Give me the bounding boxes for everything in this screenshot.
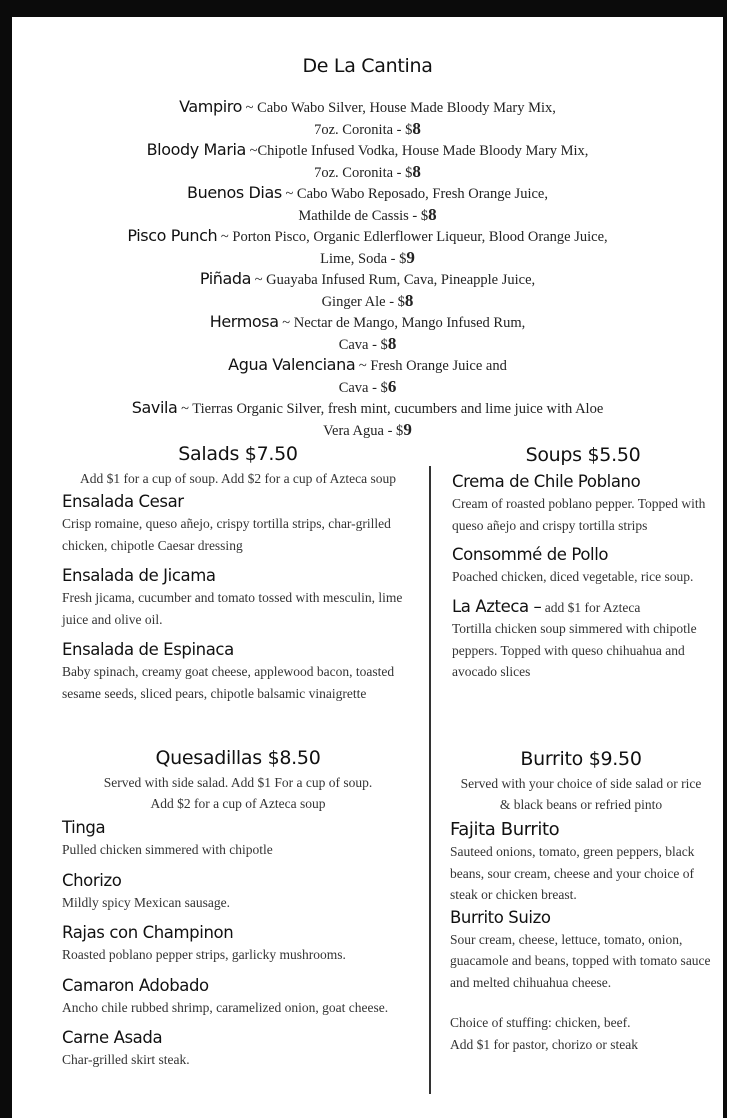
drink-desc-2: 7oz. Coronita - $ (314, 121, 413, 138)
menu-item-name: Ensalada de Espinaca (62, 640, 234, 659)
drink-item (12, 140, 723, 183)
menu-item-desc: Poached chicken, diced vegetable, rice soup. (452, 569, 694, 584)
burrito-note-1: Served with your choice of side salad or rice (460, 776, 702, 791)
drink-name: Bloody Maria (146, 140, 246, 159)
drink-price: 8 (428, 204, 437, 224)
menu-title: De La Cantina (302, 55, 433, 77)
menu-item-name: La Azteca – (452, 596, 542, 616)
drink-desc: ~ Cabo Wabo Reposado, Fresh Orange Juice, (281, 186, 548, 202)
menu-item-desc: Cream of roasted poblano pepper. Topped with queso añejo and crispy tortilla strips (452, 496, 706, 533)
drink-desc: ~ Tierras Organic Silver, fresh mint, cucumbers and lime juice with Aloe (177, 401, 604, 417)
drink-price: 8 (412, 118, 421, 138)
salads-note: Add $1 for a cup of soup. Add $2 for a cup of Azteca soup (79, 471, 397, 486)
menu-item-name: Burrito Suizo (450, 907, 551, 927)
menu-item-desc: Crisp romaine, queso añejo, crispy tortilla strips, char-grilled chicken, chipotle Caesar dressing (62, 516, 391, 553)
drink-desc: ~ Fresh Orange Juice and (355, 358, 507, 374)
drink-price: 8 (412, 161, 421, 181)
menu-item-desc: Sour cream, cheese, lettuce, tomato, onion, guacamole and beans, topped with tomato sauce and melted chihuahua cheese. (450, 931, 711, 990)
drinks-list (12, 97, 723, 441)
menu-item-desc: Roasted poblano pepper strips, garlicky mushrooms. (62, 947, 346, 962)
drink-name: Piñada (199, 269, 252, 288)
drink-name: Savila (131, 398, 178, 417)
drink-desc: ~ Porton Pisco, Organic Edlerflower Liqueur, Blood Orange Juice, (217, 229, 608, 245)
drink-price: 9 (406, 247, 415, 267)
salads-section (60, 440, 416, 704)
salads-list (60, 490, 416, 704)
drink-desc-2: 7oz. Coronita - $ (314, 164, 413, 181)
menu-item-extra: add $1 for Azteca (541, 599, 641, 615)
column-divider (429, 466, 431, 1094)
drink-item (12, 312, 723, 355)
menu-item-desc: Mildly spicy Mexican sausage. (62, 894, 230, 910)
adjacent-page-edge (727, 0, 750, 1118)
drink-desc-2: Lime, Soda - $ (320, 250, 407, 267)
drink-desc-2: Vera Agua - $ (323, 422, 404, 439)
drink-desc-2: Cava - $ (338, 336, 388, 353)
menu-item-name: Consommé de Pollo (452, 545, 609, 564)
drink-price: 8 (387, 333, 397, 353)
drink-desc: ~ Guayaba Infused Rum, Cava, Pineapple Juice, (251, 272, 536, 288)
drink-price: 6 (387, 376, 397, 396)
menu-item-desc: Ancho chile rubbed shrimp, caramelized onion, goat cheese. (62, 999, 389, 1015)
drink-name: Buenos Dias (187, 183, 282, 202)
menu-item-name: Fajita Burrito (450, 819, 560, 840)
soups-section (452, 441, 714, 683)
drink-item (12, 183, 723, 226)
menu-item-name: Ensalada Cesar (62, 492, 184, 511)
menu-item-name: Rajas con Champinon (62, 923, 234, 942)
drink-price: 8 (404, 290, 414, 310)
menu-item-name: Chorizo (62, 870, 122, 890)
azteca-item (452, 595, 714, 619)
quesadillas-title: Quesadillas $8.50 (155, 747, 321, 769)
menu-item-name: Tinga (62, 818, 106, 837)
drink-name: Vampiro (179, 97, 242, 116)
drink-item (12, 269, 723, 312)
drink-desc-2: Mathilde de Cassis - $ (298, 207, 429, 224)
burrito-footer-1: Choice of stuffing: chicken, beef. (450, 1015, 631, 1030)
drink-item (12, 398, 723, 441)
menu-item-name: Crema de Chile Poblano (452, 472, 641, 491)
menu-item-desc: Tortilla chicken soup simmered with chipotle peppers. Topped with queso chihuahua and avocado slices (452, 621, 697, 679)
soups-list (452, 470, 714, 683)
burrito-note-2: & black beans or refried pinto (499, 797, 663, 812)
drink-desc: ~Chipotle Infused Vodka, House Made Bloody Mary Mix, (245, 143, 589, 159)
drink-name: Hermosa (209, 312, 279, 331)
menu-item-desc: Char-grilled skirt steak. (62, 1052, 190, 1067)
menu-item-desc: Pulled chicken simmered with chipotle (62, 842, 273, 857)
drink-item (12, 97, 723, 140)
menu-item-desc: Baby spinach, creamy goat cheese, applewood bacon, toasted sesame seeds, sliced pears, chipotle balsamic vinaigrette (62, 664, 395, 701)
drink-price: 9 (403, 419, 412, 439)
soups-title: Soups $5.50 (525, 444, 641, 466)
drink-desc-2: Cava - $ (338, 379, 388, 396)
quesadillas-note-1: Served with side salad. Add $1 For a cup of soup. (103, 775, 373, 790)
drink-name: Pisco Punch (127, 226, 218, 245)
drink-desc-2: Ginger Ale - $ (321, 293, 405, 310)
burrito-footer-2: Add $1 for pastor, chorizo or steak (450, 1036, 639, 1052)
drink-item (12, 226, 723, 269)
burrito-section (450, 745, 712, 1055)
menu-item-desc: Sauteed onions, tomato, green peppers, black beans, sour cream, cheese and your choice of steak or chicken breast. (450, 844, 695, 902)
drink-item (12, 355, 723, 398)
quesadillas-section (60, 744, 416, 1071)
menu-item-desc: Fresh jicama, cucumber and tomato tossed with mesculin, lime juice and olive oil. (62, 590, 403, 627)
quesadillas-note-2: Add $2 for a cup of Azteca soup (150, 796, 326, 811)
menu-item-name: Camaron Adobado (62, 975, 209, 995)
menu-item-name: Carne Asada (62, 1028, 163, 1047)
burrito-list (450, 818, 712, 1055)
salads-title: Salads $7.50 (178, 443, 298, 465)
drink-name: Agua Valenciana (228, 355, 356, 374)
burrito-title: Burrito $9.50 (520, 748, 642, 770)
drink-desc: ~ Nectar de Mango, Mango Infused Rum, (278, 315, 526, 331)
menu-item-name: Ensalada de Jicama (62, 566, 216, 585)
quesadillas-list (60, 816, 416, 1071)
menu-page (12, 17, 723, 1118)
drink-desc: ~ Cabo Wabo Silver, House Made Bloody Mary Mix, (241, 100, 556, 116)
